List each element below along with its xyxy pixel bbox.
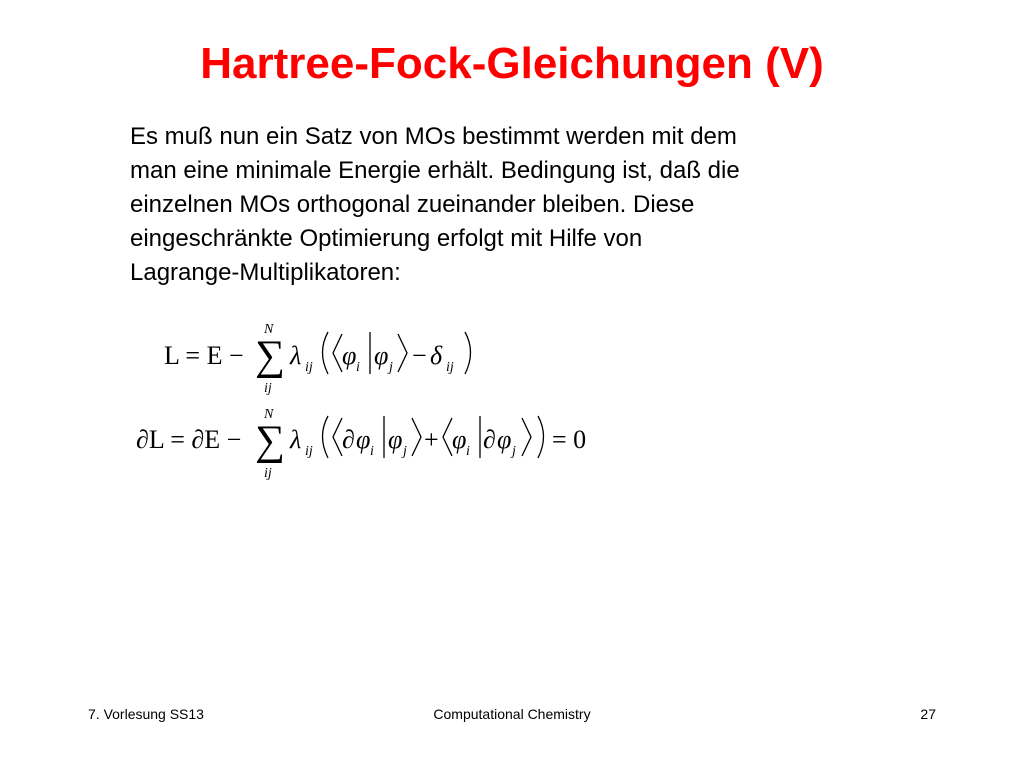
equation-lagrangian <box>164 322 471 396</box>
eq2-close-paren <box>538 416 544 458</box>
eq2-phi-i-2: φ <box>452 425 467 454</box>
eq2-ket1-close <box>412 418 421 456</box>
eq2-phi-j-2: φ <box>497 425 512 454</box>
eq1-delta-sub: ij <box>446 360 454 375</box>
eq2-sub-i-1: i <box>370 444 374 459</box>
footer-course: Computational Chemistry <box>433 706 591 722</box>
eq2-bra2-open <box>443 418 452 456</box>
eq2-sub-j-1: j <box>403 444 407 459</box>
equations-svg <box>130 316 650 486</box>
eq2-open-paren <box>323 416 329 458</box>
eq2-lambda: λ <box>290 425 302 454</box>
slide-title: Hartree-Fock-Gleichungen (V) <box>200 39 824 88</box>
eq1-lhs: L = E − <box>164 341 244 370</box>
eq1-sub-j: j <box>389 360 393 375</box>
eq1-sum-lower: ij <box>264 381 272 396</box>
eq1-ket-close <box>398 334 407 372</box>
eq2-sum-upper: N <box>264 407 274 422</box>
eq2-lambda-sub: ij <box>305 444 313 459</box>
eq2-phi-j-1: φ <box>388 425 403 454</box>
eq2-partial-1: ∂ <box>342 425 355 454</box>
eq2-phi-i-1: φ <box>356 425 371 454</box>
eq1-phi-i: φ <box>342 341 357 370</box>
equation-variation <box>136 407 586 481</box>
eq1-open-paren <box>323 332 329 374</box>
eq2-bra1-open <box>333 418 342 456</box>
eq2-sub-i-2: i <box>466 444 470 459</box>
eq2-ket2-close <box>522 418 531 456</box>
eq1-sum-symbol: ∑ <box>255 333 285 379</box>
eq1-phi-j: φ <box>374 341 389 370</box>
body-paragraph <box>130 120 870 290</box>
footer-lecture: 7. Vorlesung SS13 <box>88 706 204 722</box>
body-line-2: man eine minimale Energie erhält. Bedingung ist, daß die <box>130 157 740 184</box>
eq2-rhs: = 0 <box>552 425 587 454</box>
body-line-3: einzelnen MOs orthogonal zueinander bleiben. Diese <box>130 191 695 218</box>
eq1-bra-open <box>333 334 342 372</box>
footer-page-number: 27 <box>920 706 936 722</box>
eq2-partial-2: ∂ <box>483 425 496 454</box>
eq2-sum-symbol: ∑ <box>255 418 285 464</box>
equations-block <box>130 316 650 486</box>
eq1-close-paren <box>465 332 471 374</box>
eq1-sub-i: i <box>356 360 360 375</box>
body-line-4: eingeschränkte Optimierung erfolgt mit Hilfe von <box>130 225 643 252</box>
eq1-minus: − <box>412 341 427 370</box>
eq2-plus: + <box>424 425 439 454</box>
eq1-sum-upper: N <box>264 322 274 337</box>
eq2-sum-lower: ij <box>264 466 272 481</box>
eq2-lhs: ∂L = ∂E − <box>136 425 242 454</box>
eq1-delta: δ <box>430 341 443 370</box>
eq2-sub-j-2: j <box>512 444 516 459</box>
eq1-lambda: λ <box>290 341 302 370</box>
body-line-1: Es muß nun ein Satz von MOs bestimmt werden mit dem <box>130 123 737 150</box>
eq1-lambda-sub: ij <box>305 360 313 375</box>
body-line-5: Lagrange-Multiplikatoren: <box>130 259 401 286</box>
